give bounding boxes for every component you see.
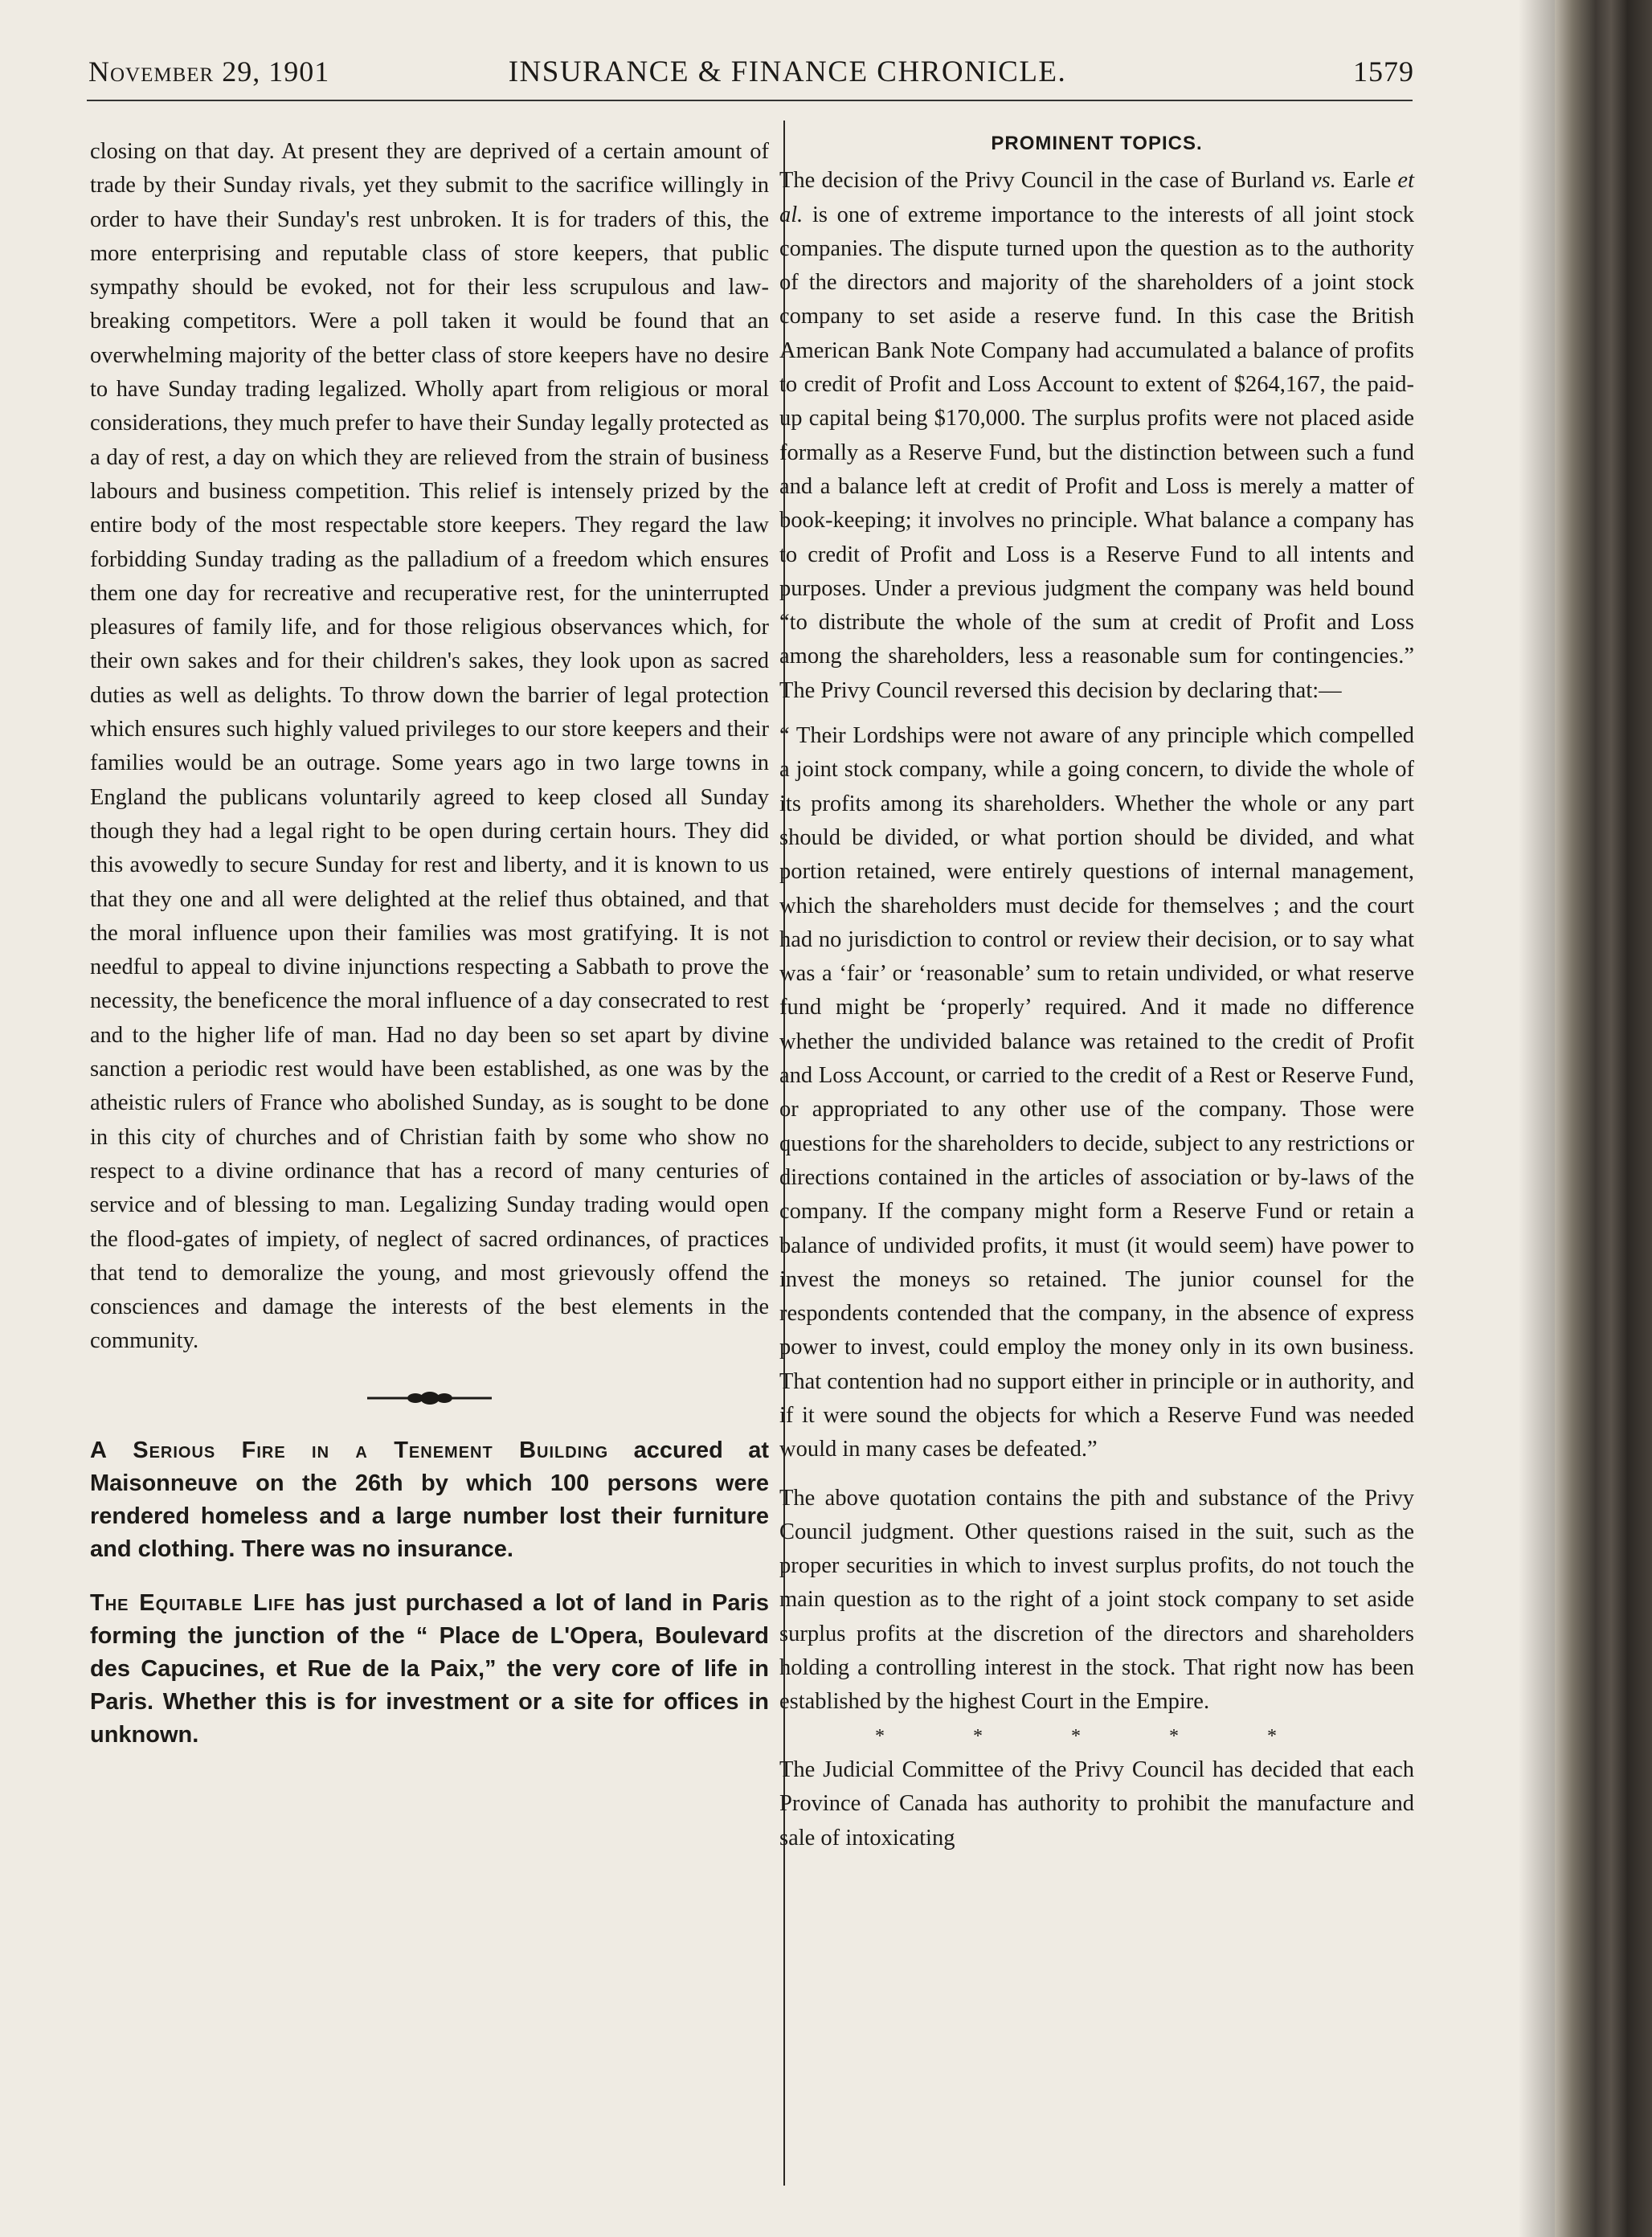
ornament-divider — [367, 1389, 492, 1407]
judgment-summary-paragraph: The above quotation contains the pith and substance of the Privy Council judgment. Other questions raised in the suit, such as the proper securities in which to invest surplus profits, do not touch the main question as to the right of a joint stock company to set aside surplus profits at the discretion of the directors and shareholders holding a controlling interest in the stock. That right now has been established by the highest Court in the Empire. — [779, 1485, 1414, 1715]
sunday-trading-article: closing on that day. At present they are deprived of a certain amount of trade by their Sunday rivals, yet they submit to the sacrifice willingly in order to have their Sunday's rest unbroken. It is for traders of this, the more enterprising and reputable class of store keepers, that public sympathy should be evoked, not for their less scrupulous and law-breaking competitors. Were a poll taken it would be found that an overwhelming majority of the better class of store keepers have no desire to have Sunday trading legalized. Wholly apart from religious or moral considerations, they much prefer to have their Sunday legally protected as a day of rest, a day on which they are relieved from the strain of business labours and business competition. This relief is intensely prized by the entire body of the most respectable store keepers. They regard the law forbidding Sunday trading as the palladium of a freedom which ensures them one day for recreative and recuperative rest, for the uninterrupted pleasures of family life, and for those religious observances which, for their own sakes and for their children's sakes, they look upon as sacred duties as well as delights. To throw down the barrier of legal protection which ensures such highly valued privileges to our store keepers and their families would be an outrage. Some years ago in two large towns in England the publicans voluntarily agreed to keep closed all Sunday though they had a legal right to be open during certain hours. They did this avowedly to secure Sunday for rest and liberty, and it is known to us that they one and all were delighted at the relief thus obtained, and that the moral influence upon their families was most gratifying. It is not needful to appeal to divine injunctions respecting a Sabbath to prove the necessity, the beneficence the moral influence of a day consecrated to rest and to the higher life of man. Had no day been so set apart by divine sanction a periodic rest would have been established, as one was by the atheistic rulers of France who abolished Sunday, as is sought to be done in this city of churches and of Christian faith by some who show no respect to a divine ordinance that has a record of many centuries of service and of blessing to man. Legalizing Sunday trading would open the flood-gates of impiety, of neglect of sacred ordinances, of practices that tend to demoralize the young, and most grievously offend the consciences and damage the interests of the best elements in the community. — [90, 139, 769, 1354]
privy-council-paragraph — [779, 164, 1414, 708]
book-spine — [1555, 0, 1652, 2237]
equitable-notice-body: has just purchased a lot of land in Paris forming the junction of the “ Place de L'Opera, Boulevard des Capucines, et Rue de la Paix,” the very core of life in Paris. Whether this is for investment or a site for offices in unknown. — [90, 1589, 769, 1748]
judicial-committee-paragraph: The Judicial Committee of the Privy Council has decided that each Province of Canada has authority to prohibit the manufacture and sale of intoxicating — [779, 1756, 1414, 1851]
para1-text-c: is one of extreme importance to the interests of all joint stock companies. The dispute turned upon the question as to the authority of the directors and majority of the shareholders of a joint stock company to set aside a reserve fund. In this case the British American Bank Note Company had accumulated a balance of profits to credit of Profit and Loss Account to extent of $264,167, the paid-up capital being $170,000. The surplus profits were not placed aside formally as a Reserve Fund, but the distinction between such a fund and a balance left at credit of Profit and Loss is merely a matter of book-keeping; it involves no principle. What balance a company has to credit of Profit and Loss is a Reserve Fund to all intents and purposes. Under a previous judgment the company was held bound “to distribute the whole of the sum at credit of Profit and Loss among the shareholders, less a reasonable sum for contingencies.” The Privy Council reversed this decision by declaring that:— — [779, 202, 1414, 703]
section-stars: * * * * * — [875, 1725, 1319, 1747]
fire-notice-lead: A Serious Fire in a Tenement Building — [90, 1437, 609, 1463]
equitable-notice-lead: The Equitable Life — [90, 1589, 296, 1616]
publication-title: INSURANCE & FINANCE CHRONICLE. — [508, 55, 1067, 88]
fire-notice — [90, 1434, 769, 1566]
equitable-notice — [90, 1587, 769, 1752]
para1-text-b: Earle — [1335, 168, 1398, 194]
binding-shadow — [1519, 0, 1555, 2237]
left-column — [90, 135, 769, 1752]
issue-date: November 29, 1901 — [88, 55, 330, 88]
para1-vs: vs. — [1311, 168, 1336, 194]
para1-text-a: The decision of the Privy Council in the case of Burland — [779, 168, 1311, 194]
right-column — [779, 127, 1414, 1855]
fire-notice-body: accured at Maisonneuve on the 26th by which 100 persons were rendered homeless and a large number lost their furniture and clothing. There was no insurance. — [90, 1437, 769, 1562]
lordships-quotation: “ Their Lordships were not aware of any principle which compelled a joint stock company, while a going concern, to divide the whole of its profits among its shareholders. Whether the whole or any part should be divided, or what portion should be divided, and what portion retained, were entirely questions of internal management, which the shareholders must decide for themselves ; and the court had no jurisdiction to control or review their decision, or to say what was a ‘fair’ or ‘reasonable’ sum to retain undivided, or what reserve fund might be ‘properly’ required. And it made no difference whether the undivided balance was retained to the credit of Profit and Loss Account, or carried to the credit of a Rest or Reserve Fund, or appropriated to any other use of the company. Those were questions for the shareholders to decide, subject to any restrictions or directions contained in the articles of association or by-laws of the company. If the company might form a Reserve Fund or retain a balance of undivided profits, it must (it would seem) have power to invest the moneys so retained. The junior counsel for the respondents contended that the company, in the absence of express power to invest, could employ the money only in its own business. That contention had no support either in principle or in authority, and if it were sound the objects for which a Reserve Fund was needed would in many cases be defeated.” — [779, 723, 1414, 1462]
header-rule — [87, 100, 1413, 101]
page-number: 1579 — [1353, 55, 1414, 88]
section-heading: PROMINENT TOPICS. — [991, 133, 1203, 154]
para1-et-al: et al. — [779, 168, 1414, 227]
